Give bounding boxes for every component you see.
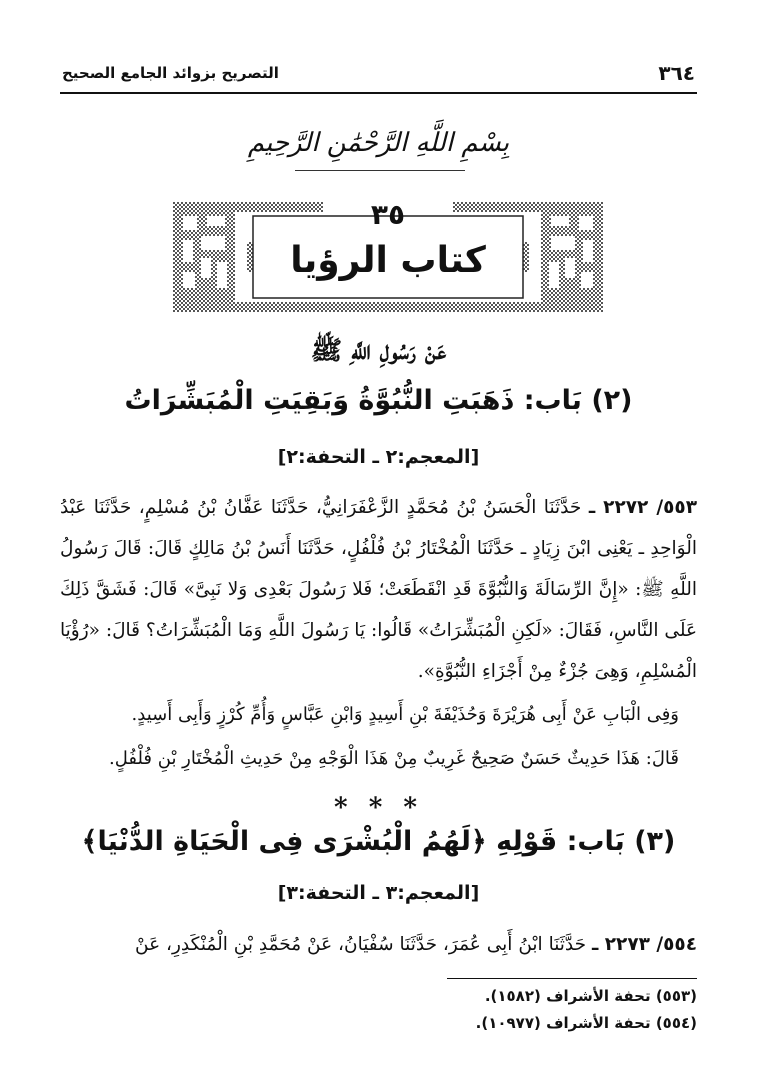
- hadith-553: [60, 487, 697, 692]
- section-3-ref: [المعجم:٣ ـ التحفة:٣]: [277, 882, 480, 904]
- hadith-554: [60, 924, 697, 965]
- book-title: التصريح بزوائد الجامع الصحيح: [62, 64, 279, 82]
- hadith-553-text: حَدَّثَنَا الْحَسَنُ بْنُ مُحَمَّدٍ الزَّعْفَرَانِيُّ، حَدَّثَنَا عَفَّانُ بْنُ مُسْلِمٍ، حَدَّثَنَا عَبْدُ الْوَاحِدِ ـ يَعْنِى ابْنَ زِيَادٍ ـ حَدَّثَنَا الْمُخْتَارُ بْنُ فُلْفُلٍ، حَدَّثَنَا أَنَسُ بْنُ مَالِكٍ قَالَ: قَالَ رَسُولُ اللَّهِ ﷺ: «إِنَّ الرِّسَالَةَ وَالنُّبُوَّةَ قَدِ انْقَطَعَتْ؛ فَلا رَسُولَ بَعْدِى وَلا نَبِىَّ» قَالَ: فَشَقَّ ذَلِكَ عَلَى النَّاسِ، فَقَالَ: «لَكِنِ الْمُبَشِّرَاتُ» قَالُوا: يَا رَسُولَ اللَّهِ وَمَا الْمُبَشِّرَاتُ؟ قَالَ: «رُؤْيَا الْمُسْلِمِ، وَهِىَ جُزْءٌ مِنْ أَجْزَاءِ النُّبُوَّةِ».: [60, 497, 697, 682]
- section-2-title: (٢) بَاب: ذَهَبَتِ النُّبُوَّةُ وَبَقِيَتِ الْمُبَشِّرَاتُ: [124, 385, 633, 416]
- subheading: عَنْ رَسُولِ اللَّهِ ﷺ: [310, 336, 447, 366]
- chapter-number: ٣٥: [370, 198, 406, 231]
- basmala: بِسْمِ اللَّهِ الرَّحْمَٰنِ الرَّحِيمِ: [247, 128, 510, 158]
- hadith-553-number: ٥٥٣/ ٢٢٧٢ ـ: [588, 497, 698, 518]
- grading-note: قَالَ: هَذَا حَدِيثٌ حَسَنٌ صَحِيحٌ غَرِيبٌ مِنْ هَذَا الْوَجْهِ مِنْ حَدِيثِ الْمُخْتَارِ بْنِ فُلْفُلٍ.: [109, 748, 679, 769]
- hadith-554-number: ٥٥٤/ ٢٢٧٣ ـ: [591, 934, 697, 955]
- hadith-554-text: حَدَّثَنَا ابْنُ أَبِى عُمَرَ، حَدَّثَنَا سُفْيَانُ، عَنْ مُحَمَّدِ بْنِ الْمُنْكَدِرِ، عَنْ: [135, 934, 587, 955]
- page-number: ٣٦٤: [658, 61, 695, 85]
- section-2-ref: [المعجم:٢ ـ التحفة:٢]: [277, 446, 480, 468]
- chapter-title: كتاب الرؤيا: [290, 240, 486, 281]
- chapter-frame: [173, 198, 603, 312]
- wafil-bab-note: وَفِى الْبَابِ عَنْ أَبِى هُرَيْرَةَ وَحُذَيْفَةَ بْنِ أَسِيدٍ وَابْنِ عَبَّاسٍ وَأُمِّ كُرْزٍ وَأَبِى أَسِيدٍ.: [131, 704, 679, 725]
- footnote-553: (٥٥٣) تحفة الأشراف (١٥٨٢).: [484, 987, 697, 1005]
- basmala-underline: [295, 170, 465, 171]
- section-separator: * * *: [334, 793, 423, 823]
- running-header: [62, 58, 695, 88]
- header-rule: [60, 92, 697, 94]
- footnote-rule: [447, 978, 697, 979]
- section-3-title: (٣) بَاب: قَوْلِهِ ﴿لَهُمُ الْبُشْرَى فِى الْحَيَاةِ الدُّنْيَا﴾: [81, 826, 676, 857]
- footnote-554: (٥٥٤) تحفة الأشراف (١٠٩٧٧).: [475, 1014, 697, 1032]
